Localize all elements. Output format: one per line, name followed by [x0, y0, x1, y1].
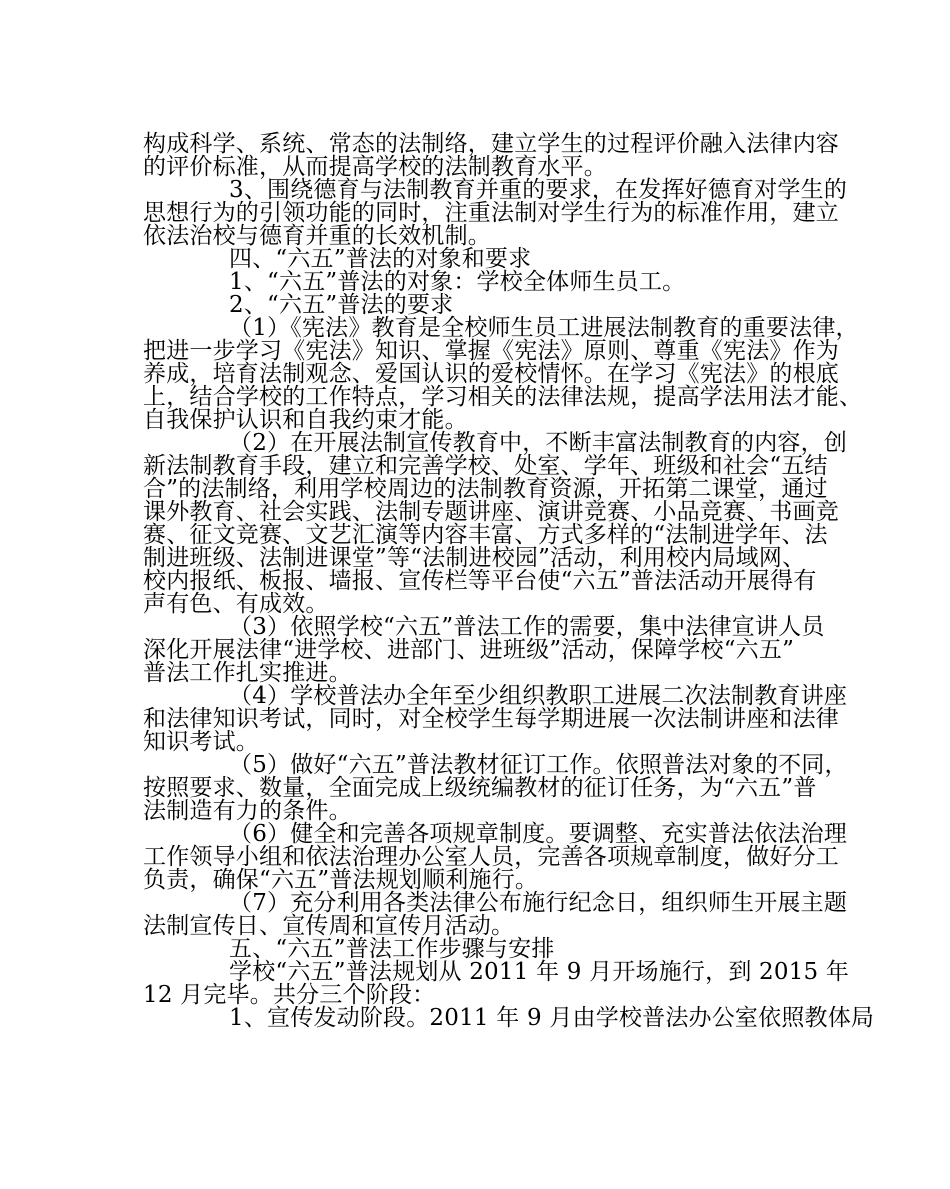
text-line: 1、“六五”普法的对象：学校全体师生员工。 [229, 269, 686, 295]
text-line: 的评价标准，从而提高学校的法制教育水平。 [143, 154, 607, 180]
text-line: 学校“六五”普法规划从 2011 年 9 月开场施行，到 2015 年 [229, 959, 850, 985]
text-line: （7）充分利用各类法律公布施行纪念日，组织师生开展主题 [229, 890, 848, 916]
text-line: 12 月完毕。共分三个阶段： [143, 982, 436, 1008]
text-line: 赛、征文竞赛、文艺汇演等内容丰富、方式多样的“法制进学年、法 [143, 522, 828, 548]
subsection-heading: 2、“六五”普法的要求 [229, 292, 454, 318]
text-line: （4）学校普法办全年至少组织教职工进展二次法制教育讲座 [229, 683, 848, 709]
text-line: 依法治校与德育并重的长效机制。 [143, 223, 491, 249]
text-line: （5）做好“六五”普法教材征订工作。依照普法对象的不同， [229, 752, 848, 778]
text-line: 普法工作扎实推进。 [143, 660, 352, 686]
text-line: （6）健全和完善各项规章制度。要调整、充实普法依法治理 [229, 821, 848, 847]
text-line: 养成，培育法制观念、爱国认识的爱校情怀。在学习《宪法》的根底 [143, 361, 839, 387]
text-line: 校内报纸、板报、墙报、宣传栏等平台使“六五”普法活动开展得有 [143, 568, 817, 594]
text-line: 把进一步学习《宪法》知识、掌握《宪法》原则、尊重《宪法》作为 [143, 338, 839, 364]
text-line: 构成科学、系统、常态的法制络，建立学生的过程评价融入法律内容 [143, 131, 839, 157]
text-line: 深化开展法律“进学校、进部门、进班级”活动，保障学校“六五” [143, 637, 795, 663]
text-line: 和法律知识考试，同时，对全校学生每学期进展一次法制讲座和法律 [143, 706, 839, 732]
text-line: 上，结合学校的工作特点，学习相关的法律法规，提高学法用法才能、 [143, 384, 863, 410]
text-line: 负责，确保“六五”普法规划顺利施行。 [143, 867, 539, 893]
text-line: 合”的法制络，利用学校周边的法制教育资源，开拓第二课堂，通过 [143, 476, 828, 502]
text-line: 新法制教育手段，建立和完善学校、处室、学年、班级和社会“五结 [143, 453, 828, 479]
text-line: 课外教育、社会实践、法制专题讲座、演讲竞赛、小品竞赛、书画竞 [143, 499, 839, 525]
text-line: 制进班级、法制进课堂”等“法制进校园”活动，利用校内局域网、 [143, 545, 806, 571]
text-line: 法制宣传日、宣传周和宣传月活动。 [143, 913, 515, 939]
text-line: （2）在开展法制宣传教育中，不断丰富法制教育的内容，创 [229, 430, 848, 456]
text-line: （3）依照学校“六五”普法工作的需要，集中法律宣讲人员 [229, 614, 825, 640]
text-line: 自我保护认识和自我约束才能。 [143, 407, 468, 433]
text-line: 3、围绕德育与法制教育并重的要求，在发挥好德育对学生的 [229, 177, 848, 203]
text-line: 声有色、有成效。 [143, 591, 329, 617]
text-line: 法制造有力的条件。 [143, 798, 352, 824]
section-heading: 五、“六五”普法工作步骤与安排 [229, 936, 555, 962]
text-line: 1、宣传发动阶段。2011 年 9 月由学校普法办公室依照教体局 [229, 1005, 875, 1031]
text-line: 工作领导小组和依法治理办公室人员，完善各项规章制度，做好分工 [143, 844, 839, 870]
text-line: 思想行为的引领功能的同时，注重法制对学生行为的标准作用，建立 [143, 200, 839, 226]
text-line: （1）《宪法》教育是全校师生员工进展法制教育的重要法律， [229, 315, 859, 341]
text-line: 知识考试。 [143, 729, 259, 755]
section-heading: 四、“六五”普法的对象和要求 [229, 246, 532, 272]
text-line: 按照要求、数量，全面完成上级统编教材的征订任务，为“六五”普 [143, 775, 817, 801]
